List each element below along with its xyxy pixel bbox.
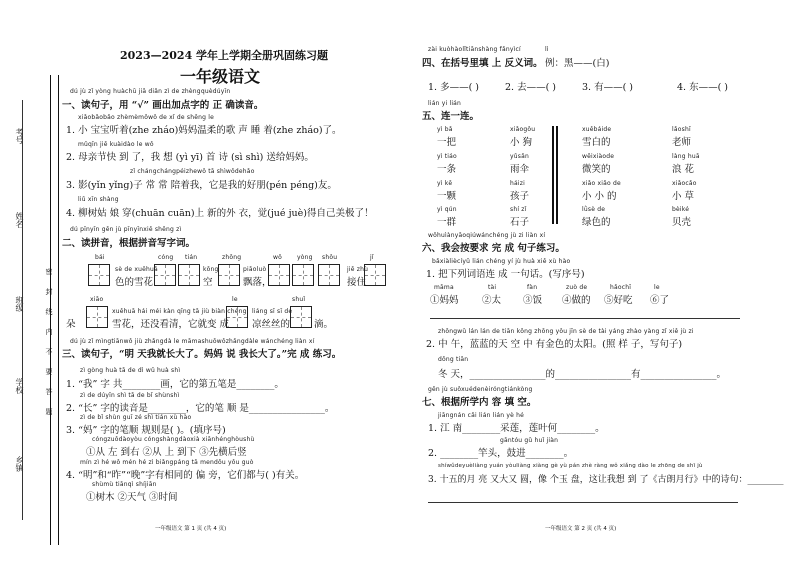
s7-pinyin: gēn jù suǒxuédenèiróngtiánkòng bbox=[428, 386, 533, 393]
label-school: 学校 bbox=[15, 378, 24, 394]
s7-line-1[interactable]: 1. 江 南________采莲，莲叶何________。 bbox=[428, 423, 605, 434]
s6-q2-blank[interactable]: 冬 天，________________的________________有________________。 bbox=[438, 369, 727, 380]
right-footer: 一年级语文 第 2 页 (共 4 页) bbox=[545, 526, 617, 532]
s7-l3-pinyin: shíwǔdeyuèliàng yuán yòuliàng xiàng gè yù pán zhè ràng wǒ xiǎng dào le zhōng de shī jù bbox=[438, 463, 703, 469]
s7-l2-pinyin: gāntóu gǔ huǐ jiàn bbox=[500, 437, 559, 444]
s5-c1-py-2: yì tiáo bbox=[437, 153, 457, 160]
s7-answer-line[interactable] bbox=[428, 502, 738, 503]
s2-py-le: le bbox=[232, 296, 238, 303]
s4-item-1: 1. 多——( ) bbox=[428, 82, 480, 93]
s2-py-xiao: xiāo bbox=[90, 296, 104, 303]
s5-c4-py-4: bèiké bbox=[672, 206, 690, 213]
writing-box[interactable] bbox=[86, 306, 108, 328]
s7-l1-pinyin: jiāngnán cǎi lián lián yè hé bbox=[438, 412, 525, 419]
s2-small-2: kōng bbox=[203, 266, 219, 273]
s5-divider-2 bbox=[556, 126, 558, 224]
s4-item-3: 3. 有——( ) bbox=[582, 82, 634, 93]
s4-heading: 四、在括号里填 上 反义词。 bbox=[422, 58, 543, 69]
s6-word-py-4: zuò de bbox=[566, 284, 588, 291]
s1-pinyin: dú jù zǐ yòng huàchū jiā diǎn zì de zhèngquèdúyīn bbox=[70, 88, 231, 95]
s6-word-2: ②太 bbox=[482, 295, 502, 306]
s5-c1-py-4: yì qún bbox=[437, 206, 457, 213]
s3-q4: 4. “明”和“昨”“晚”字有相同的 偏 旁，它们都与( )有关。 bbox=[66, 470, 305, 481]
exam-subtitle: 一年级语文 bbox=[180, 67, 261, 86]
writing-box[interactable] bbox=[364, 264, 386, 286]
s5-c1-1: 一把 bbox=[437, 137, 457, 148]
seal-char-4: 内 bbox=[45, 328, 53, 335]
s5-c2-1: 小 狗 bbox=[510, 137, 533, 148]
s3-q3-options: ①从 左 到右 ②从 上 到下 ③先横后竖 bbox=[86, 447, 247, 458]
s2-text-8: 滴。 bbox=[314, 319, 334, 330]
s2-py-yong: yòng bbox=[297, 254, 313, 261]
s5-c3-py-3: xiǎo xiǎo de bbox=[582, 180, 621, 187]
s2-small-6: liáng sī sī de bbox=[252, 308, 293, 315]
s6-word-3: ③饭 bbox=[523, 295, 543, 306]
seal-char-5: 不 bbox=[45, 348, 53, 355]
s6-q2: 2. 中 午，蓝蓝的天 空 中 有金色的太阳。(照 样 子，写句子) bbox=[426, 339, 683, 350]
s3-q4-options-pinyin: shùmù tiānqì shíjiān bbox=[92, 481, 157, 488]
s7-line-3[interactable]: 3. 十五的月 亮 又大又 圆，像 个玉 盘，这让我想 到 了《古朗月行》中的诗句：________ bbox=[428, 475, 784, 485]
s5-c2-4: 石子 bbox=[510, 217, 530, 228]
writing-box[interactable] bbox=[154, 264, 176, 286]
s5-c4-1: 老师 bbox=[672, 137, 692, 148]
s2-pinyin: dú pīnyīn gēn jù pīnyīnxiě shēng zì bbox=[70, 226, 182, 233]
s5-pinyin: lián yi lián bbox=[428, 100, 462, 107]
seal-char-1: 密 bbox=[45, 268, 53, 275]
s2-small-4: jiē zhù bbox=[347, 266, 369, 273]
s2-text-2: 空 bbox=[203, 277, 213, 288]
seal-char-8: 题 bbox=[45, 408, 53, 415]
s5-c3-3: 小 小 的 bbox=[582, 191, 617, 202]
seal-char-6: 要 bbox=[45, 368, 53, 375]
s5-c1-2: 一条 bbox=[437, 164, 457, 175]
s1-l3-pinyin: zǐ chángchángpéizhewǒ tā shìwǒdehǎo bbox=[130, 168, 255, 175]
s6-q1-pinyin: bǎxiàliècíyǔ lián chéng yí jù huà xiě xù hào bbox=[432, 258, 571, 265]
s2-small-5: xuěhuā hái méi kàn qīng tā jiù biàn chéng bbox=[112, 308, 247, 315]
s5-c3-1: 雪白的 bbox=[582, 137, 611, 148]
s6-heading: 六、我会按要求 完 成 句子练习。 bbox=[422, 243, 565, 254]
s5-c3-2: 微笑的 bbox=[582, 164, 611, 175]
s3-pinyin: dú jù zǐ mìngtiānwǒ jiù zhǎngdà le māmashuōwǒzhǎngdàle wánchéng liàn xí bbox=[70, 338, 315, 345]
s6-pinyin: wǒhuìànyāoqiúwánchéng jù zi liàn xí bbox=[428, 232, 546, 239]
s5-c2-py-2: yǔsǎn bbox=[510, 153, 529, 160]
s5-c2-py-4: shí zǐ bbox=[510, 206, 527, 213]
s6-q2-blank-pinyin: dōng tiān bbox=[438, 356, 469, 363]
writing-box[interactable] bbox=[178, 264, 200, 286]
label-name: 姓名 bbox=[15, 212, 24, 228]
s6-word-py-5: hǎochī bbox=[610, 284, 632, 291]
s4-item-4: 4. 东——( ) bbox=[677, 82, 729, 93]
s1-line-2: 2. 母亲节快 到 了，我 想 (yì yī) 首 诗 (sì shì) 送给妈妈。 bbox=[66, 152, 314, 163]
seal-char-7: 答 bbox=[45, 388, 53, 395]
s1-line-3: 3. 影(yǐn yǐng)子 常 常 陪着我，它是我的好朋(pén péng)友。 bbox=[66, 180, 337, 191]
s5-c4-2: 浪 花 bbox=[672, 164, 695, 175]
writing-box[interactable] bbox=[268, 264, 290, 286]
s2-py-shou: shǒu bbox=[322, 254, 338, 261]
s3-q2: 2. “长” 字的读音是________，它的笔 顺 是________________。 bbox=[66, 403, 335, 414]
s4-item-2: 2. 去——( ) bbox=[505, 82, 557, 93]
s6-answer-line-1[interactable] bbox=[430, 318, 740, 319]
s5-c4-py-1: lǎoshī bbox=[672, 126, 691, 133]
s5-c3-py-4: lǜsè de bbox=[582, 206, 606, 213]
s5-c3-py-2: wēixiàode bbox=[582, 153, 615, 160]
s2-text-1: 色的雪花 bbox=[115, 277, 154, 288]
s7-heading: 七、根据所学内 容 填 空。 bbox=[422, 397, 537, 408]
seal-char-3: 线 bbox=[45, 308, 53, 315]
s5-c2-py-1: xiǎogǒu bbox=[510, 126, 536, 133]
s1-l1-pinyin: xiǎobǎobǎo zhèmèmōwǒ de xǐ de shēng le bbox=[78, 114, 215, 121]
label-exam-number: 考号 bbox=[15, 128, 24, 144]
s6-word-py-3: fàn bbox=[527, 284, 538, 291]
s6-q2-pinyin: zhōngwǔ lán lán de tiān kōng zhōng yǒu jīn sè de tài yáng zhào yàng zǐ xiě jù zi bbox=[438, 328, 694, 335]
s2-small-1: sè de xuěhuā bbox=[115, 266, 158, 273]
s6-word-6: ⑥了 bbox=[650, 295, 670, 306]
s5-c1-py-3: yì kē bbox=[437, 180, 453, 187]
s5-c1-py-1: yì bǎ bbox=[437, 126, 453, 133]
exam-title: 2023—2024 学年上学期全册巩固练习题 bbox=[120, 49, 329, 62]
s6-word-4: ④做的 bbox=[562, 295, 591, 306]
s6-q1: 1. 把下列词语连 成 一句话。(写序号) bbox=[426, 269, 585, 280]
s3-heading: 三、读句子，“明 天我就长大了。妈妈 说 我长大了。”完 成 练习。 bbox=[62, 349, 342, 360]
s3-q3: 3. “妈” 字的笔顺 规则是( )。(填序号) bbox=[66, 425, 226, 436]
binding-line-right bbox=[58, 75, 59, 545]
s5-c1-3: 一颗 bbox=[437, 191, 457, 202]
s1-l2-pinyin: mǔqīn jiē kuàidào le wǒ bbox=[78, 141, 154, 148]
s5-c2-py-3: háizi bbox=[510, 180, 525, 187]
s1-l4-pinyin: liǔ xīn shàng bbox=[78, 196, 119, 203]
s5-c4-py-2: làng huā bbox=[672, 153, 700, 160]
s4-pinyin: zài kuòhàolǐtiānshàng fǎnyìcí bbox=[428, 46, 521, 53]
left-footer: 一年级语文 第 1 页 (共 4 页) bbox=[155, 526, 227, 532]
s5-c4-3: 小 草 bbox=[672, 191, 695, 202]
s2-py-shui: shuǐ bbox=[292, 296, 306, 303]
s3-q1: 1. “我” 字 共________画，它的第五笔是________。 bbox=[66, 379, 284, 390]
s3-q3-options-pinyin: cóngzuǒdàoyòu cóngshàngdàoxià xiānhénghòushù bbox=[92, 436, 255, 443]
s1-line-4: 4. 柳树姑 娘 穿(chuān cuān)上 新的外 衣，觉(jué juè)得自己美极了！ bbox=[66, 208, 374, 219]
writing-box[interactable] bbox=[290, 306, 312, 328]
s6-word-py-1: māma bbox=[434, 284, 454, 291]
s6-word-1: ①妈妈 bbox=[430, 295, 459, 306]
writing-box[interactable] bbox=[218, 264, 240, 286]
s2-py-wo: wǒ bbox=[273, 254, 282, 261]
s6-word-5: ⑤好吃 bbox=[604, 295, 633, 306]
s6-word-py-6: le bbox=[654, 284, 660, 291]
s3-q3-pinyin: zì de bǐ shùn guī zé shì tián xù hào bbox=[80, 414, 192, 421]
writing-box[interactable] bbox=[292, 264, 314, 286]
s5-c4-py-3: xiǎocǎo bbox=[672, 180, 697, 187]
label-town: 乡镇 bbox=[15, 456, 24, 472]
s6-word-py-2: tài bbox=[488, 284, 497, 291]
s5-c3-py-1: xuěbáide bbox=[582, 126, 612, 133]
s5-c2-3: 孩子 bbox=[510, 191, 530, 202]
s2-text-3: 飘落， bbox=[243, 277, 272, 288]
s2-text-4: 接住 bbox=[347, 277, 367, 288]
s2-heading: 二、读拼音，根据拼音写字词。 bbox=[62, 238, 196, 249]
s1-heading: 一、读句子，用 “√” 画出加点字的 正 确读音。 bbox=[62, 100, 264, 111]
fill-line bbox=[22, 100, 24, 520]
s2-py-bai: bái bbox=[95, 254, 105, 261]
label-class: 班级 bbox=[15, 296, 24, 312]
s5-c4-4: 贝壳 bbox=[672, 217, 692, 228]
s3-q4-options: ①树木 ②天气 ③时间 bbox=[86, 492, 178, 503]
s5-c1-4: 一群 bbox=[437, 217, 457, 228]
s5-c3-4: 绿色的 bbox=[582, 217, 611, 228]
s2-py-cong: cóng bbox=[158, 254, 174, 261]
s2-py-tian: tián bbox=[185, 254, 198, 261]
s2-py-ji: jǐ bbox=[370, 254, 374, 261]
writing-box[interactable] bbox=[226, 306, 248, 328]
seal-char-2: 封 bbox=[45, 288, 53, 295]
s3-q4-pinyin: mín zì hé wǒ mén hé zì biǎngpáng tā mendōu yǒu guò bbox=[80, 459, 254, 466]
s2-text-7: 凉丝丝的 bbox=[252, 319, 291, 330]
s3-q2-pinyin: zì de dúyīn shì tā de bǐ shùnshì bbox=[80, 392, 180, 399]
s2-text-5: 朵 bbox=[66, 319, 76, 330]
s5-divider-1 bbox=[552, 126, 554, 224]
s2-py-zhong: zhōng bbox=[222, 254, 242, 261]
s5-c2-2: 雨伞 bbox=[510, 164, 530, 175]
s3-q1-pinyin: zì gòng huà tā de dì wǔ huà shì bbox=[80, 367, 181, 374]
s4-example: 例：黑——(白) bbox=[545, 58, 610, 69]
writing-box[interactable] bbox=[318, 264, 340, 286]
writing-box[interactable] bbox=[88, 264, 110, 286]
s2-text-6: 雪花，还没看清，它就变 成 bbox=[112, 319, 230, 330]
s1-line-1: 1. 小 宝宝听着(zhe zháo)妈妈温柔的歌 声 睡 着(zhe zháo)了。 bbox=[66, 125, 342, 136]
s5-heading: 五、连一连。 bbox=[422, 111, 480, 122]
s7-line-2[interactable]: 2. ________竿头，鼓进________。 bbox=[428, 448, 574, 459]
s4-example-pinyin: lì bbox=[545, 46, 549, 53]
s2-small-3: piāoluò bbox=[243, 266, 267, 273]
